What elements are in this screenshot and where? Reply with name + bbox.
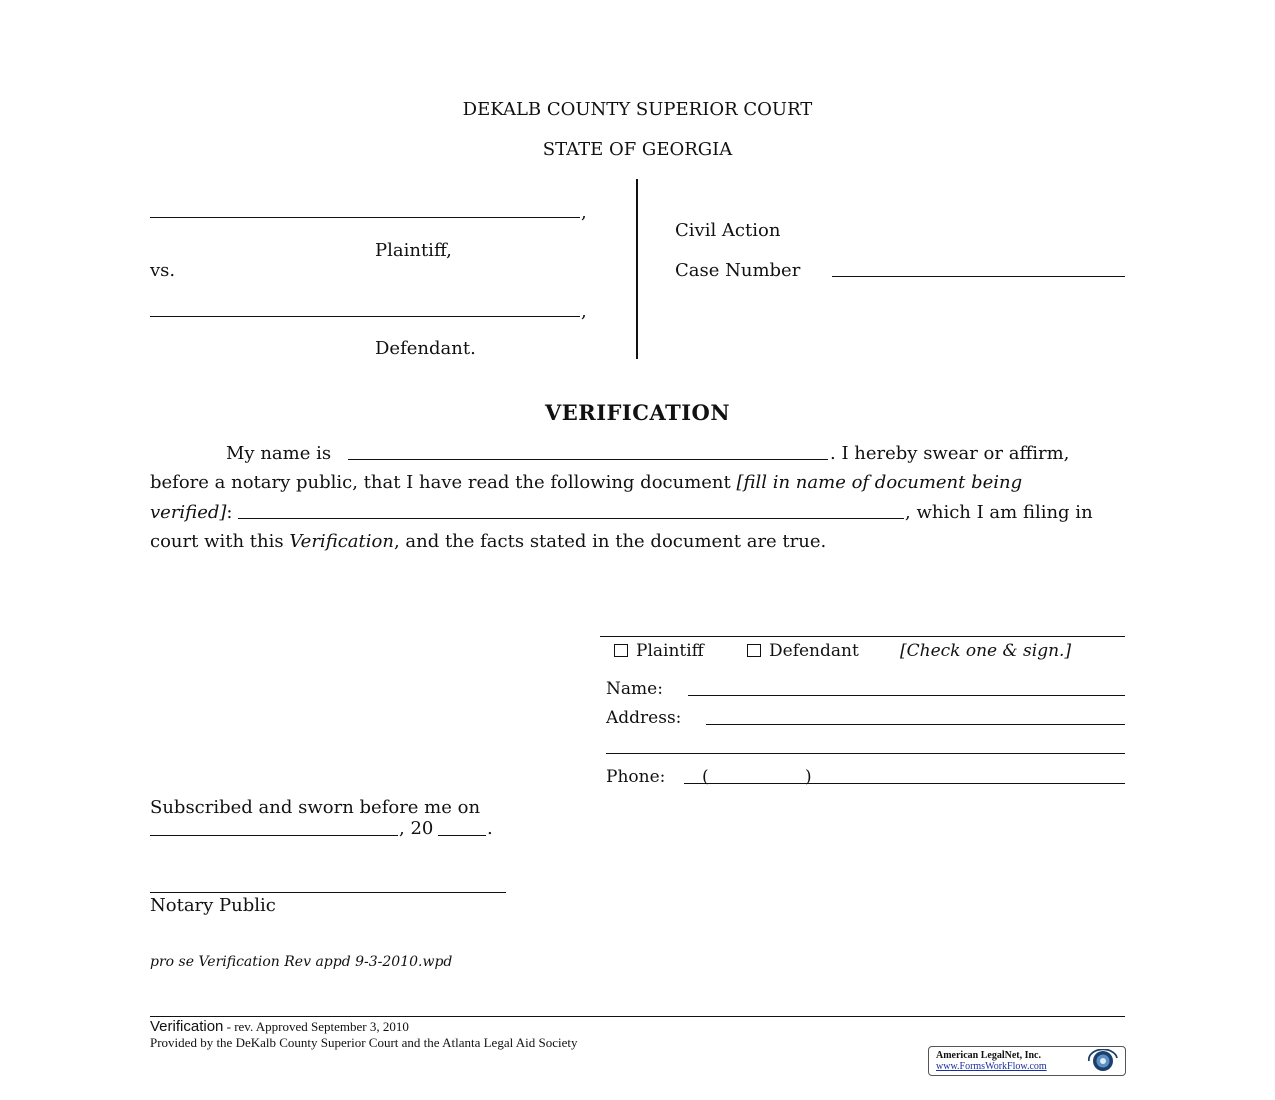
address-line-1[interactable]	[706, 724, 1125, 725]
defendant-label: Defendant.	[375, 338, 476, 359]
logo-url[interactable]: www.FormsWorkFlow.com	[936, 1061, 1047, 1072]
name-label: Name:	[606, 679, 663, 699]
subscribed-text: Subscribed and sworn before me on	[150, 797, 481, 818]
civil-action-label: Civil Action	[675, 220, 781, 241]
defendant-name-line[interactable]	[150, 316, 580, 317]
document-title: VERIFICATION	[544, 400, 731, 425]
footer-rev-date: - rev. Approved September 3, 2010	[223, 1019, 409, 1034]
defendant-option-label: Defendant	[769, 641, 859, 661]
notary-signature-line[interactable]	[150, 892, 506, 893]
year-prefix: , 20	[399, 818, 434, 839]
court-name: DEKALB COUNTY SUPERIOR COURT	[462, 99, 813, 120]
verified-instruction: verified]	[150, 502, 227, 523]
defendant-option[interactable]	[747, 641, 859, 661]
plaintiff-checkbox[interactable]	[614, 644, 628, 657]
sworn-date-line[interactable]	[150, 835, 398, 836]
plaintiff-name-line[interactable]	[150, 217, 580, 218]
versus-label: vs.	[150, 260, 176, 281]
address-line-2[interactable]	[606, 753, 1125, 754]
check-instruction: [Check one & sign.]	[900, 641, 1072, 661]
name-line[interactable]	[688, 695, 1125, 696]
american-legalnet-logo[interactable]	[928, 1046, 1126, 1076]
footer-provided-by: Provided by the DeKalb County Superior Court and the Atlanta Legal Aid Society	[150, 1035, 578, 1050]
phone-line[interactable]	[684, 783, 1125, 784]
document-name-line[interactable]	[238, 518, 904, 519]
plaintiff-option[interactable]	[614, 641, 704, 661]
state-name: STATE OF GEORGIA	[542, 139, 733, 160]
case-number-line[interactable]	[832, 276, 1125, 277]
verification-italic: Verification	[289, 531, 394, 552]
court-with-text: court with this	[150, 531, 290, 552]
file-reference: pro se Verification Rev appd 9-3-2010.wpd	[150, 954, 453, 970]
filing-text: , which I am filing in	[905, 502, 1093, 523]
footer-rule	[150, 1016, 1125, 1017]
swear-text: . I hereby swear or affirm,	[830, 443, 1070, 464]
phone-paren-open: (	[702, 767, 709, 787]
footer-form-name: Verification	[150, 1018, 224, 1035]
notary-read-text: before a notary public, that I have read the following document	[150, 472, 737, 493]
phone-label: Phone:	[606, 767, 666, 787]
sworn-year-line[interactable]	[438, 835, 486, 836]
logo-company: American LegalNet, Inc.	[936, 1050, 1041, 1061]
footer-revision	[150, 1018, 409, 1036]
body-line-2	[150, 472, 1022, 493]
plaintiff-option-label: Plaintiff	[636, 641, 704, 661]
my-name-label: My name is	[226, 443, 332, 464]
year-period: .	[487, 818, 493, 839]
case-number-label: Case Number	[675, 260, 801, 281]
body-line-3	[150, 502, 232, 523]
plaintiff-comma: ,	[581, 202, 587, 223]
defendant-comma: ,	[581, 301, 587, 322]
notary-public-label: Notary Public	[150, 895, 276, 916]
phone-paren-close: )	[805, 767, 812, 787]
globe-icon	[1085, 1049, 1119, 1078]
my-name-line[interactable]	[348, 459, 828, 460]
body-line-4	[150, 531, 826, 552]
facts-true-text: , and the facts stated in the document are true.	[393, 531, 827, 552]
caption-divider	[636, 179, 638, 359]
plaintiff-label: Plaintiff,	[375, 240, 452, 261]
address-label: Address:	[606, 708, 682, 728]
signature-line[interactable]	[600, 636, 1125, 637]
defendant-checkbox[interactable]	[747, 644, 761, 657]
fill-instruction: [fill in name of document being	[736, 472, 1023, 493]
verified-colon: :	[226, 502, 233, 523]
